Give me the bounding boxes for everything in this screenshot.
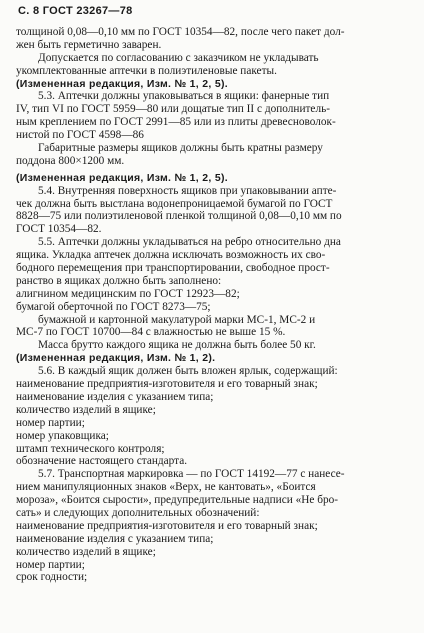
text-line: нистой по ГОСТ 4598—86 (16, 129, 144, 142)
text-line: Масса брутто каждого ящика не должна быть более 50 кг. (38, 339, 316, 352)
edition-note: (Измененная редакция, Изм. № 1, 2, 5). (16, 171, 228, 184)
text-line: количество изделий в ящике; (16, 403, 156, 416)
text-line: штамп технического контроля; (16, 442, 165, 455)
text-line: бумагой оберточной по ГОСТ 8273—75; (16, 300, 211, 313)
text-line: обозначение настоящего стандарта. (16, 455, 188, 468)
text-line: 5.4. Внутренняя поверхность ящиков при упаковывании апте- (38, 184, 337, 197)
text-line: Допускается по согласованию с заказчиком не укладывать (38, 51, 319, 64)
text-line: наименование изделия с указанием типа; (16, 532, 214, 545)
edition-note: (Измененная редакция, Изм. № 1, 2, 5). (16, 77, 228, 90)
text-line: наименование предприятия-изготовителя и его товарный знак; (16, 378, 318, 391)
text-line: МС-7 по ГОСТ 10700—84 с влажностью не выше 15 %. (16, 326, 286, 339)
text-line: 5.5. Аптечки должны укладываться на ребро относительно дна (38, 236, 341, 249)
text-line: бумажной и картонной макулатурой марки МС-1, МС-2 и (38, 313, 316, 326)
text-line: нием манипуляционных знаков «Верх, не кантовать», «Боится (16, 481, 316, 494)
text-line: номер партии; (16, 416, 85, 429)
text-line: мороза», «Боится сырости», предупредительные надписи «Не бро- (16, 494, 339, 507)
text-line: поддона 800×1200 мм. (16, 154, 125, 167)
body-text (16, 26, 412, 584)
text-line: чек должна быть выстлана водонепроницаемой бумагой по ГОСТ (16, 197, 333, 210)
text-line: алигнином медицинским по ГОСТ 12923—82; (16, 287, 240, 300)
page-header: С. 8 ГОСТ 23267—78 (18, 5, 133, 17)
text-line: 8828—75 или полиэтиленовой пленкой толщиной 0,08—0,10 мм по (16, 210, 342, 223)
text-line: IV, тип VI по ГОСТ 5959—80 или дощатые тип II с дополнитель- (16, 103, 330, 116)
text-line: номер партии; (16, 558, 85, 571)
text-line: 5.3. Аптечки должны упаковываться в ящики: фанерные тип (38, 90, 330, 103)
text-line: 5.7. Транспортная маркировка — по ГОСТ 14192—77 с нанесе- (38, 468, 345, 481)
text-line: укомплектованные аптечки в полиэтиленовые пакеты. (16, 64, 277, 77)
edition-note: (Измененная редакция, Изм. № 1, 2). (16, 352, 216, 365)
text-line: наименование предприятия-изготовителя и его товарный знак; (16, 519, 318, 532)
text-line: Габаритные размеры ящиков должны быть кратны размеру (38, 142, 323, 155)
text-line: толщиной 0,08—0,10 мм по ГОСТ 10354—82, после чего пакет дол- (16, 26, 345, 38)
text-line: сать» и следующих дополнительных обозначений: (16, 506, 260, 519)
text-line: срок годности; (16, 571, 88, 584)
text-line: бодного перемещения при транспортировании, свободное прост- (16, 262, 330, 275)
text-line: наименование изделия с указанием типа; (16, 390, 214, 403)
text-line: жен быть герметично заварен. (16, 38, 162, 51)
text-line: ранство в ящиках должно быть заполнено: (16, 274, 222, 287)
text-line: ящика. Укладка аптечек должна исключать возможность их сво- (16, 249, 326, 262)
text-line: ГОСТ 10354—82. (16, 223, 102, 236)
text-line: количество изделий в ящике; (16, 545, 156, 558)
text-line: ным креплением по ГОСТ 2991—85 или из плиты древесноволок- (16, 116, 336, 129)
text-line: номер упаковщика; (16, 429, 109, 442)
text-line: 5.6. В каждый ящик должен быть вложен ярлык, содержащий: (38, 365, 338, 378)
